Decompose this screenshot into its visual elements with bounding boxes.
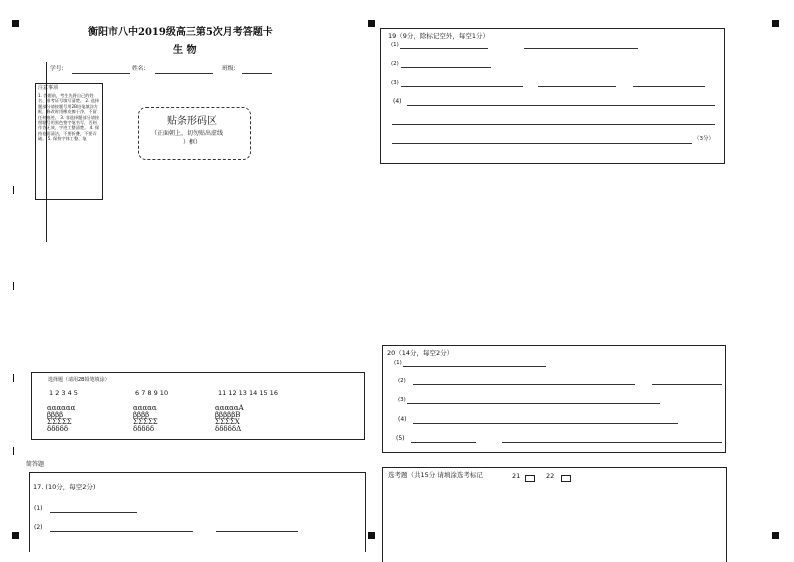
q19-score-note: （3分） (694, 136, 714, 142)
elective-22-checkbox[interactable] (561, 475, 571, 482)
class-label: 班级: (222, 66, 236, 72)
corner-mark-bottom-left (12, 532, 19, 539)
elective-21-label: 21 (512, 472, 521, 480)
corner-mark-top-right (772, 20, 779, 27)
q20-3-label: (3) (398, 397, 406, 403)
edge-tick (13, 282, 14, 290)
q20-title: 20（14分，每空2分） (387, 349, 454, 357)
q19-4-answer-b[interactable] (392, 124, 715, 125)
answer-section-label: 简答题 (26, 461, 45, 468)
q19-title: 19（9分，除标记空外，每空1分） (388, 32, 490, 40)
q20-5-answer-a[interactable] (411, 442, 476, 443)
q20-3-answer[interactable] (407, 403, 660, 404)
choice-group-3[interactable] (215, 405, 244, 433)
choice-row-d[interactable]: δδδδδ (133, 425, 155, 433)
notes-heading: 注意事项 (38, 85, 59, 91)
choice-row-a[interactable]: ααααα (133, 404, 157, 412)
q17-1-answer[interactable] (50, 512, 137, 513)
choice-row-c[interactable]: ΣΣΣΣΣ (133, 418, 158, 426)
choice-row-a[interactable]: αααααΑ (215, 404, 244, 412)
q20-4-answer[interactable] (413, 423, 678, 424)
choice-row-d[interactable]: δδδδδ (47, 425, 69, 433)
q20-2-label: (2) (398, 378, 406, 384)
q20-5-label: (5) (396, 435, 405, 442)
q20-4-label: (4) (398, 416, 407, 423)
page-title: 衡阳市八中2019级高三第5次月考答题卡 (88, 27, 273, 38)
q20-1-label: (1) (394, 360, 402, 366)
student-id-field[interactable] (72, 73, 130, 74)
edge-tick (13, 374, 14, 382)
barcode-hint-1: （正面朝上，切勿贴出虚线 (151, 130, 224, 137)
corner-mark-top-left (12, 20, 19, 27)
corner-mark-top-center (368, 20, 375, 27)
elective-title: 选考题（共15分 请填涂选考标记 (388, 471, 483, 479)
q19-4-answer-c[interactable] (392, 143, 692, 144)
q20-1-answer[interactable] (403, 366, 546, 367)
choice-row-a[interactable]: αααααα (47, 404, 76, 412)
q20-5-answer-b[interactable] (502, 442, 722, 443)
q17-2-answer-b[interactable] (216, 531, 298, 532)
edge-tick (13, 186, 14, 194)
choice-row-c[interactable]: ΣΣΣΣΧ (215, 418, 240, 426)
name-field[interactable] (155, 73, 213, 74)
choice-row-b[interactable]: ββββ (133, 411, 150, 419)
class-field[interactable] (242, 73, 272, 74)
q17-2-answer-a[interactable] (50, 531, 193, 532)
choice-numbers-11-16: 11 12 13 14 15 16 (218, 389, 278, 397)
q17-1-label: (1) (34, 505, 43, 512)
q20-2-answer-a[interactable] (413, 384, 635, 385)
student-id-label: 学号: (50, 66, 64, 72)
elective-box (382, 467, 727, 562)
q19-1-answer-a[interactable] (400, 48, 488, 49)
choice-row-b[interactable]: βββββΒ (215, 411, 241, 419)
q17-2-label: (2) (34, 524, 43, 531)
edge-tick (13, 447, 14, 455)
q17-title: 17. (10分，每空2分) (33, 483, 96, 491)
q19-3-answer-a[interactable] (401, 86, 523, 87)
choice-group-2[interactable] (133, 405, 158, 433)
choice-group-1[interactable] (47, 405, 75, 433)
q19-2-label: (2) (391, 61, 399, 67)
subject-title: 生 物 (173, 45, 197, 56)
choice-row-b[interactable]: ββββ (47, 411, 64, 419)
choice-row-d[interactable]: δδδδδΔ (215, 425, 242, 433)
elective-22-label: 22 (546, 472, 555, 480)
q19-3-answer-b[interactable] (538, 86, 616, 87)
notes-body: 1. 答题前，考生先将自己的姓名、准考证号填写清楚。 2. 选择题部分请按题号用2B铅笔填涂方框，修改时用橡皮擦干净，不留任何痕迹。 3. 非选择题部分请按照题号用黑色签字笔书写，否则作答无效，字迹工整清楚。 4. 保持卷面清洁，不要折叠，不要弄破。 5. 保持字体工整、笔 (38, 93, 100, 142)
barcode-hint-2: ）框） (183, 139, 202, 146)
q19-4-answer-a[interactable] (407, 105, 715, 106)
choice-label: 选择题（请用2B铅笔填涂） (48, 377, 110, 383)
q19-1-label: (1) (391, 42, 399, 48)
choice-row-c[interactable]: ΣΣΣΣΣ (47, 418, 72, 426)
choice-numbers-6-10: 6 7 8 9 10 (135, 389, 169, 397)
q19-2-answer[interactable] (401, 67, 491, 68)
elective-21-checkbox[interactable] (525, 475, 535, 482)
choice-numbers-1-5: 1 2 3 4 5 (49, 389, 78, 397)
name-label: 姓名: (132, 66, 146, 72)
q19-1-answer-b[interactable] (524, 48, 638, 49)
corner-mark-bottom-center (368, 532, 375, 539)
barcode-title: 贴条形码区 (167, 116, 217, 127)
q20-2-answer-b[interactable] (652, 384, 722, 385)
q20-box (382, 345, 726, 453)
q19-4-label: (4) (393, 98, 402, 105)
q19-3-label: (3) (391, 80, 399, 86)
q19-3-answer-c[interactable] (633, 86, 705, 87)
corner-mark-bottom-right (772, 532, 779, 539)
